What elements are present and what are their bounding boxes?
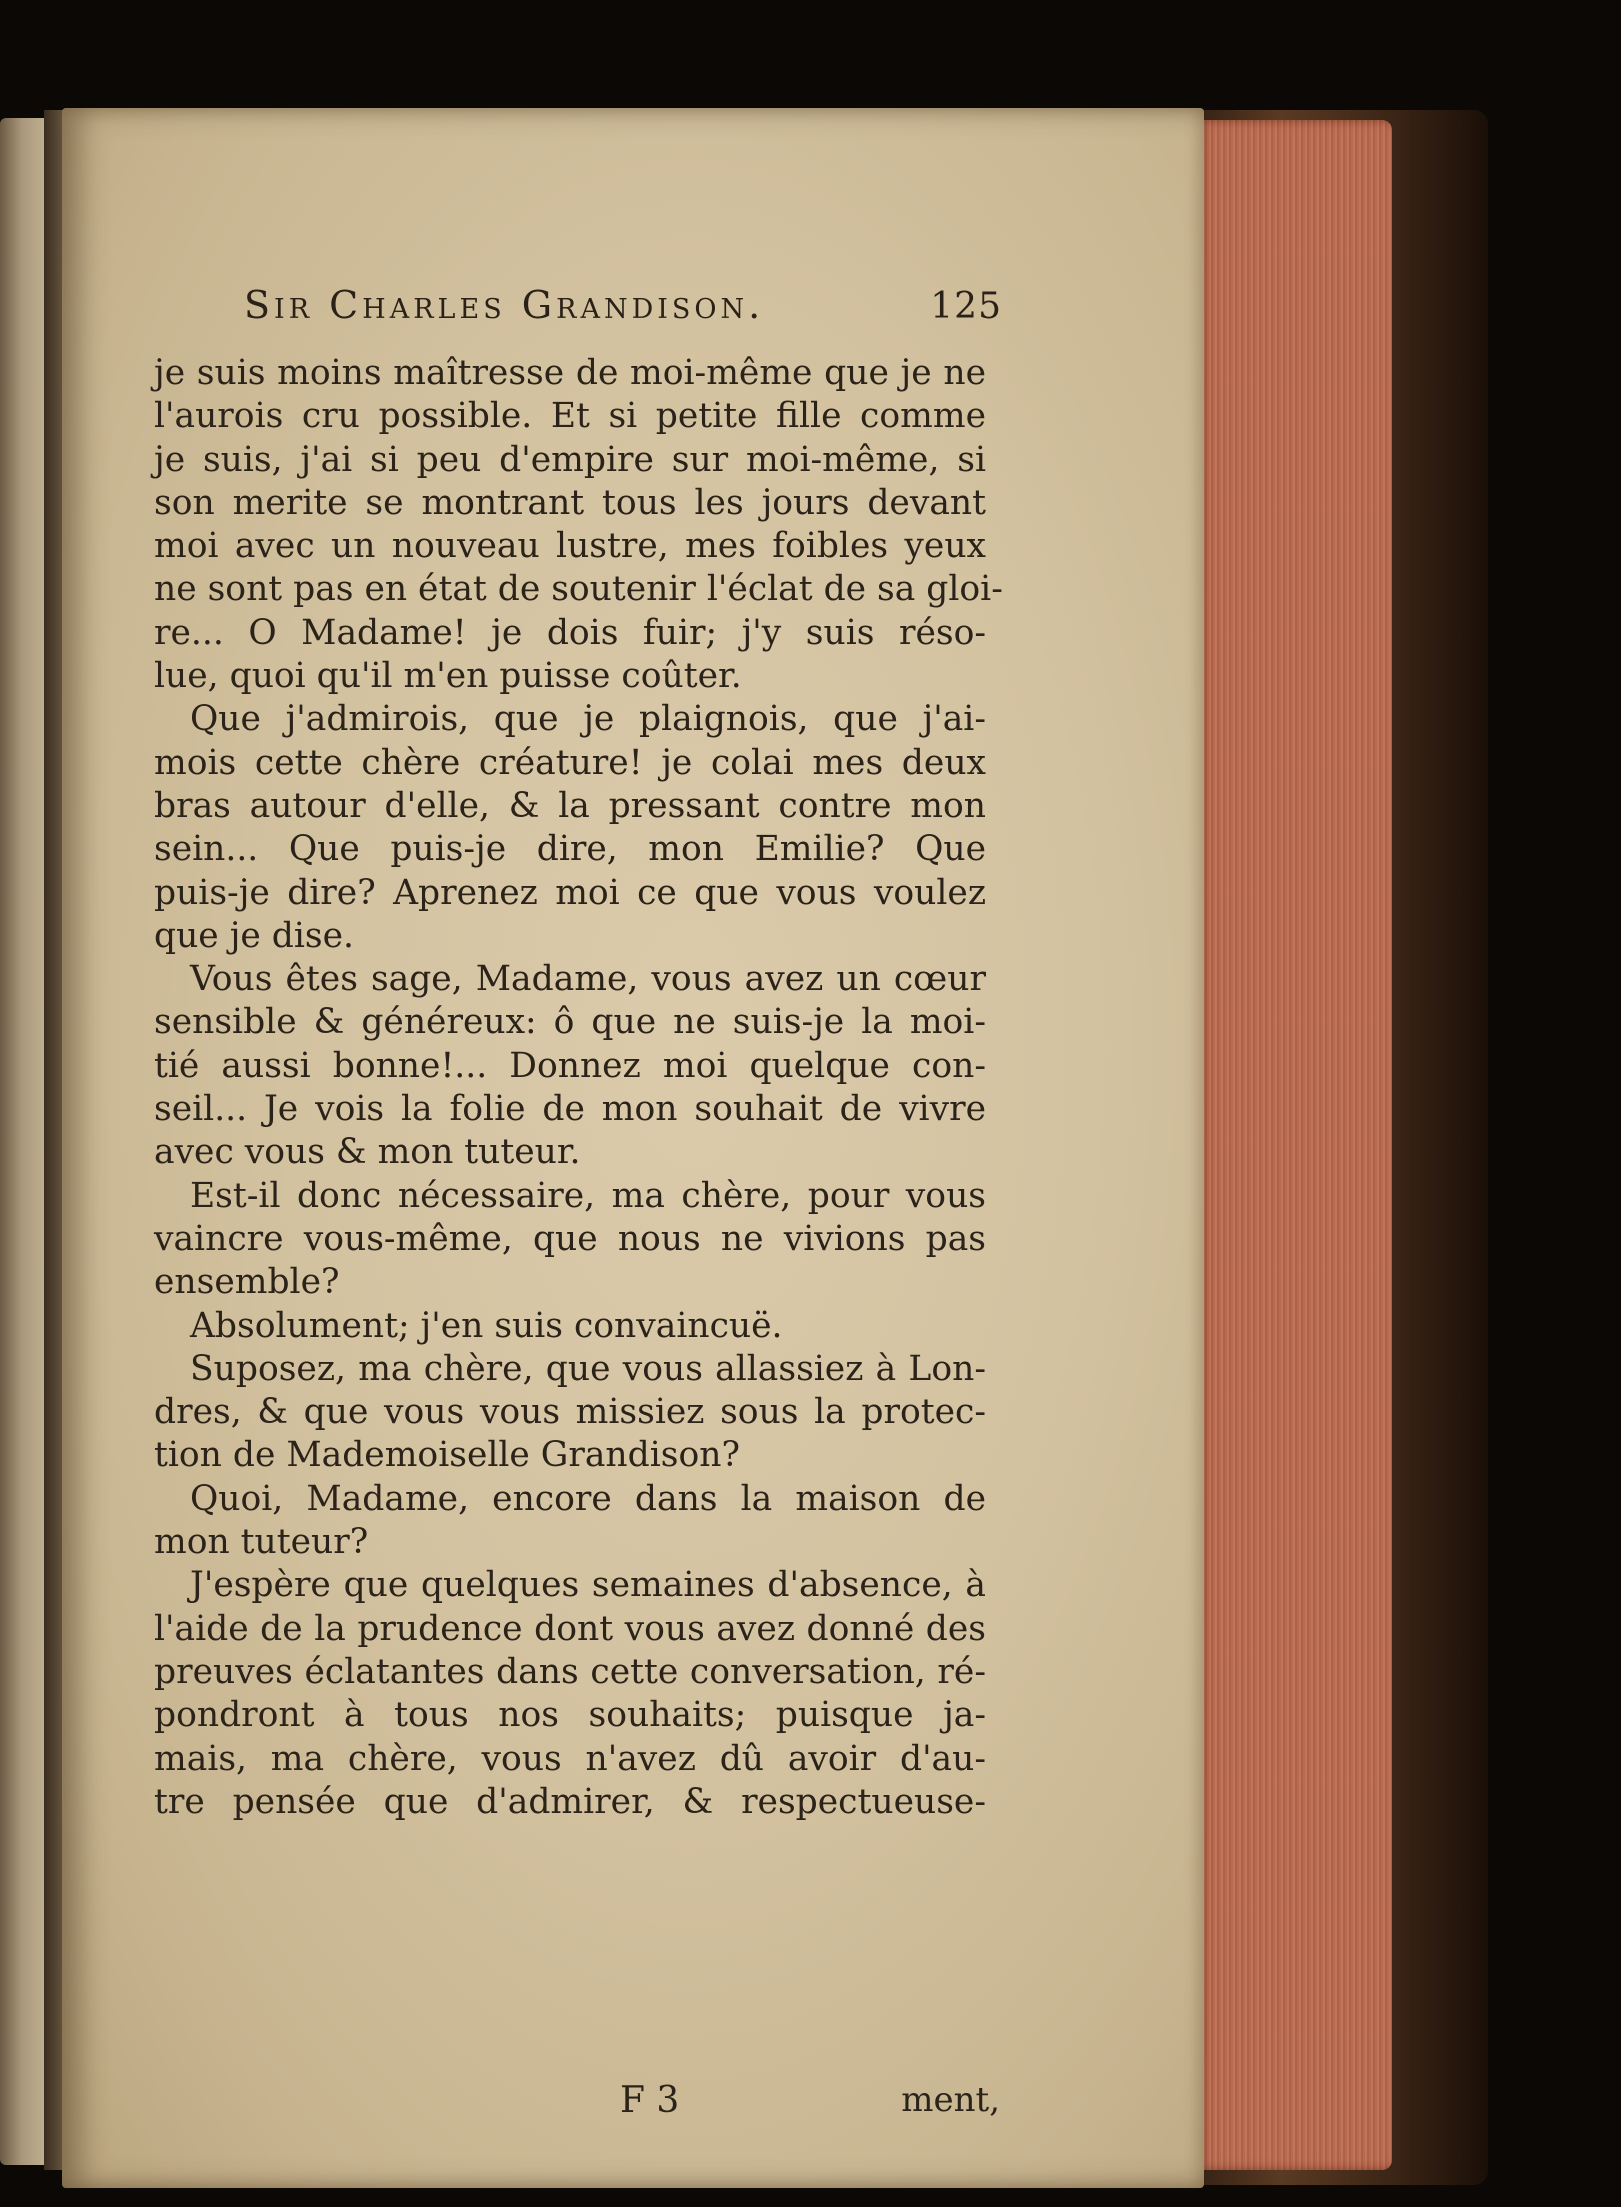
text-line: ne sont pas en état de soutenir l'éclat de sa gloi- xyxy=(154,569,1003,610)
running-header xyxy=(244,283,1002,339)
text-line: moi avec un nouveau lustre, mes foibles yeux xyxy=(154,526,986,567)
text-line: sensible & généreux: ô que ne suis-je la moi- xyxy=(154,1002,986,1043)
text-line: tié aussi bonne!... Donnez moi quelque con- xyxy=(154,1045,986,1086)
page-number: 125 xyxy=(930,286,1002,327)
text-line: mon tuteur? xyxy=(154,1522,369,1563)
text-line: je suis moins maîtresse de moi-même que je ne xyxy=(154,353,986,393)
text-line: dres, & que vous vous missiez sous la protec- xyxy=(154,1392,986,1433)
text-line: Vous êtes sage, Madame, vous avez un cœur xyxy=(190,959,986,1000)
text-line: Que j'admirois, que je plaignois, que j'ai- xyxy=(190,699,986,740)
page-edges xyxy=(1196,120,1392,2170)
text-line: lue, quoi qu'il m'en puisse coûter. xyxy=(154,656,742,697)
text-line: Suposez, ma chère, que vous allassiez à Lon- xyxy=(190,1348,986,1389)
text-line: ensemble? xyxy=(154,1262,340,1303)
text-line: Absolument; j'en suis convaincuë. xyxy=(190,1305,783,1346)
text-line: J'espère que quelques semaines d'absence, à xyxy=(190,1565,986,1606)
text-line: son merite se montrant tous les jours devant xyxy=(154,482,986,523)
text-line: mois cette chère créature! je colai mes deux xyxy=(154,742,986,783)
signature-mark: F 3 xyxy=(620,2080,680,2121)
text-line: puis-je dire? Aprenez moi ce que vous voulez xyxy=(154,872,986,913)
text-line: vaincre vous-même, que nous ne vivions pas xyxy=(154,1218,986,1259)
text-line: preuves éclatantes dans cette conversation, ré- xyxy=(154,1651,986,1692)
text-line: Quoi, Madame, encore dans la maison de xyxy=(190,1478,986,1519)
text-line: tion de Mademoiselle Grandison? xyxy=(154,1435,740,1476)
text-line: seil... Je vois la folie de mon souhait de vivre xyxy=(154,1089,986,1130)
left-page-edge xyxy=(0,118,48,2165)
text-line: tre pensée que d'admirer, & respectueuse- xyxy=(154,1781,986,1822)
text-line: l'aurois cru possible. Et si petite fille comme xyxy=(154,396,986,437)
text-line: sein... Que puis-je dire, mon Emilie? Que xyxy=(154,829,986,870)
text-line: que je dise. xyxy=(154,915,354,956)
catchword: ment, xyxy=(901,2080,1000,2120)
text-line: l'aide de la prudence dont vous avez donné des xyxy=(154,1608,986,1649)
text-line: Est-il donc nécessaire, ma chère, pour vous xyxy=(190,1175,986,1216)
text-line: re... O Madame! je dois fuir; j'y suis réso- xyxy=(154,612,986,653)
text-line: bras autour d'elle, & la pressant contre mon xyxy=(154,785,986,826)
text-line: pondront à tous nos souhaits; puisque ja- xyxy=(154,1695,986,1736)
running-title: Sir Charles Grandison. xyxy=(244,283,765,327)
text-line: mais, ma chère, vous n'avez dû avoir d'au- xyxy=(154,1738,986,1779)
body-text xyxy=(154,352,1003,1824)
text-line: je suis, j'ai si peu d'empire sur moi-même, si xyxy=(154,439,986,480)
text-line: avec vous & mon tuteur. xyxy=(154,1132,581,1173)
